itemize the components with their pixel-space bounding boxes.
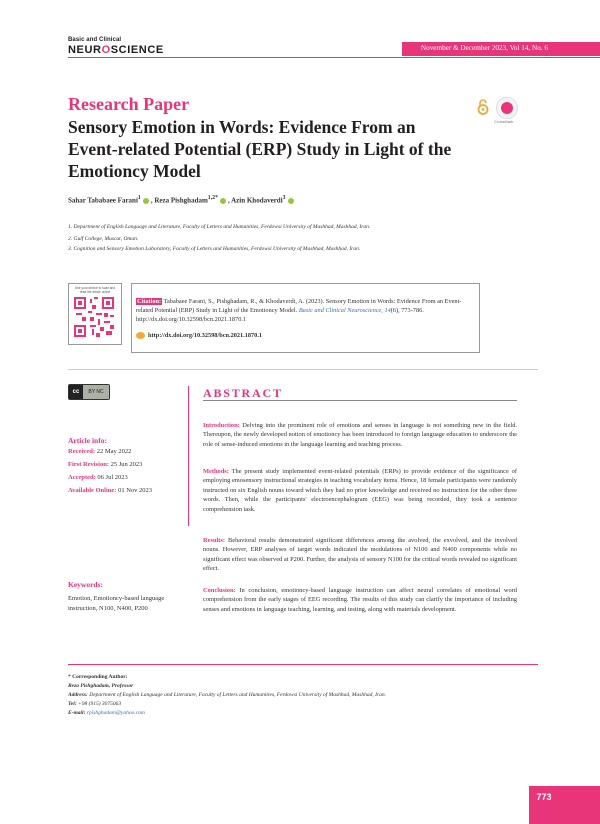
abstract-introduction bbox=[203, 421, 517, 449]
citation-text bbox=[136, 297, 474, 324]
results-label: Results: bbox=[203, 537, 226, 544]
online-key: Available Online: bbox=[68, 487, 117, 494]
issue-band bbox=[402, 42, 600, 56]
affiliation-1: 1. Department of English Language and Literature, Faculty of Letters and Humanities, Ferdowsi University of Mashhad, Mashhad, Iran. bbox=[68, 224, 371, 230]
logo-o: O bbox=[101, 44, 111, 56]
abstract-conclusion bbox=[203, 586, 517, 614]
online-value: 01 Nov 2023 bbox=[116, 487, 153, 494]
abstract-methods bbox=[203, 467, 517, 514]
author-2: , Reza Pishghadam bbox=[150, 196, 208, 205]
accepted-value: 06 Jul 2023 bbox=[95, 474, 128, 481]
author-3-sup: 3 bbox=[282, 195, 286, 201]
cc-icon: cc bbox=[69, 385, 83, 399]
author-list bbox=[68, 195, 296, 204]
author-2-sup: 1,2* bbox=[207, 195, 218, 201]
email-key: E-mail: bbox=[68, 710, 86, 716]
received-value: 22 May 2022 bbox=[95, 448, 132, 455]
cc-license-badge[interactable] bbox=[68, 384, 110, 400]
section-divider bbox=[68, 369, 538, 370]
doi-row bbox=[136, 332, 262, 339]
intro-label: Introduction: bbox=[203, 422, 240, 429]
crossmark-icon[interactable] bbox=[496, 97, 518, 119]
open-access-icon bbox=[477, 99, 489, 115]
author-1-sup: 1 bbox=[137, 195, 141, 201]
orcid-icon[interactable] bbox=[220, 198, 226, 204]
header-rule bbox=[68, 57, 600, 58]
citation-body-2: (6), 773-786. http://dx.doi.org/10.32598/bcn.2021.1870.1 bbox=[136, 307, 424, 323]
affiliation-3: 3. Cognition and Sensory Emotion Laboratory, Faculty of Letters and Humanities, Ferdowsi University of Mashhad, Mashhad, Iran. bbox=[68, 246, 361, 252]
logo-pre: NEUR bbox=[68, 44, 102, 56]
conclusion-text: In conclusion, emotioncy-based language instruction can affect neural correlates of emotional word comprehension from the early stages of EEG recording. The results of this study can clarify the importance of including senses and emotions in language teaching, learning, and testing, along with materials development. bbox=[203, 587, 517, 613]
abstract-rule bbox=[203, 400, 517, 401]
available-online-date bbox=[68, 487, 152, 494]
email-link[interactable]: rpishghadam@yahoo.com bbox=[85, 710, 145, 716]
cc-by-icon: BY NC bbox=[83, 385, 109, 399]
corresponding-name: Reza Pishghadam, Professor bbox=[68, 683, 134, 689]
abstract-results bbox=[203, 536, 517, 574]
crossmark-label: CrossMark bbox=[494, 119, 514, 124]
accepted-date bbox=[68, 474, 128, 481]
author-3: , Azin Khodaverdi bbox=[228, 196, 283, 205]
article-info-heading: Article info: bbox=[68, 436, 107, 445]
journal-logo-top: Basic and Clinical bbox=[68, 37, 122, 43]
corresponding-heading: * Corresponding Author: bbox=[68, 674, 128, 680]
logo-post: SCIENCE bbox=[110, 44, 164, 56]
keywords-text: Emotion, Emotioncy-based language instruction, N100, N400, P200 bbox=[68, 595, 165, 612]
first-revision-value: 25 Jun 2023 bbox=[108, 461, 143, 468]
citation-journal[interactable]: Basic and Clinical Neuroscience, 14 bbox=[298, 307, 391, 314]
methods-label: Methods: bbox=[203, 468, 229, 475]
accepted-key: Accepted: bbox=[68, 474, 96, 481]
footer-divider bbox=[68, 664, 538, 665]
citation-tag: Citation: bbox=[137, 298, 162, 305]
paper-title: Sensory Emotion in Words: Evidence From an Event-related Potential (ERP) Study in Light of the Emotioncy Model bbox=[68, 117, 452, 181]
orcid-icon[interactable] bbox=[143, 198, 149, 204]
doi-icon bbox=[136, 332, 145, 339]
page-number: 773 bbox=[536, 792, 552, 802]
corresponding-tel bbox=[68, 701, 121, 707]
conclusion-label: Conclusion: bbox=[203, 587, 236, 594]
tel-key: Tel: bbox=[68, 701, 77, 707]
qr-code-icon[interactable] bbox=[74, 297, 114, 337]
corresponding-address bbox=[68, 692, 386, 698]
affiliation-2: 2. Gulf College, Muscat, Oman. bbox=[68, 236, 139, 242]
author-1: Sahar Tababaee Farani bbox=[68, 196, 138, 205]
qr-caption: Use your device to scan and read the article online bbox=[74, 286, 116, 294]
received-date bbox=[68, 448, 131, 455]
first-revision-date bbox=[68, 461, 142, 468]
doi-link[interactable]: http://dx.doi.org/10.32598/bcn.2021.1870.1 bbox=[148, 332, 263, 339]
abstract-heading: ABSTRACT bbox=[203, 386, 283, 400]
journal-logo bbox=[68, 44, 164, 56]
corresponding-email bbox=[68, 710, 145, 716]
keywords-heading: Keywords: bbox=[68, 580, 103, 589]
address-value: Department of English Language and Literature, Faculty of Letters and Humanities, Ferdowsi University of Mashhad, Mashhad, Iran. bbox=[87, 692, 386, 698]
results-text: Behavioral results demonstrated significant differences among the avolved, the exvolved, and the involved nouns. However, ERP analyses of target words indicated the modulations of N100 and N400 components while no significant effect was observed at P200. Further, the analysis of sensory N100 for the critical words revealed no significant effect. bbox=[203, 537, 517, 573]
column-divider bbox=[188, 386, 189, 526]
methods-text: The present study implemented event-related potentials (ERPs) to provide evidence of the significance of employing emosensory instructional strategies in teaching vocabulary items. Hence, 18 female participants were randomly instructed on six English nouns toward which they had no prior knowledge and received no instruction for the other three words. Then, while the participants' electroencephalogram (EEG) was being recorded, they took a sentence comprehension task. bbox=[203, 468, 517, 513]
address-key: Address: bbox=[68, 692, 88, 698]
tel-value: +98 (915) 3075063 bbox=[76, 701, 122, 707]
received-key: Received: bbox=[68, 448, 96, 455]
intro-text: Delving into the prominent role of emotions and senses in language is not something new in the field. Thereupon, the newly developed notion of emotioncy has been introduced to foreign language education to underscore the role of sense-induced emotions in the language learning and teaching process. bbox=[203, 422, 517, 448]
issue-text: November & December 2023, Vol 14, No. 6 bbox=[420, 44, 548, 52]
paper-type: Research Paper bbox=[68, 94, 190, 114]
orcid-icon[interactable] bbox=[288, 198, 294, 204]
first-revision-key: First Revision: bbox=[68, 461, 109, 468]
citation-body: Tababaee Farani, S., Pishghadam, R., & Khodaverdi, A. (2023). Sensory Emotion in Words: Evidence From an Event-related Potential (ERP) Study in Light of the Emotioncy Model. bbox=[136, 298, 462, 314]
